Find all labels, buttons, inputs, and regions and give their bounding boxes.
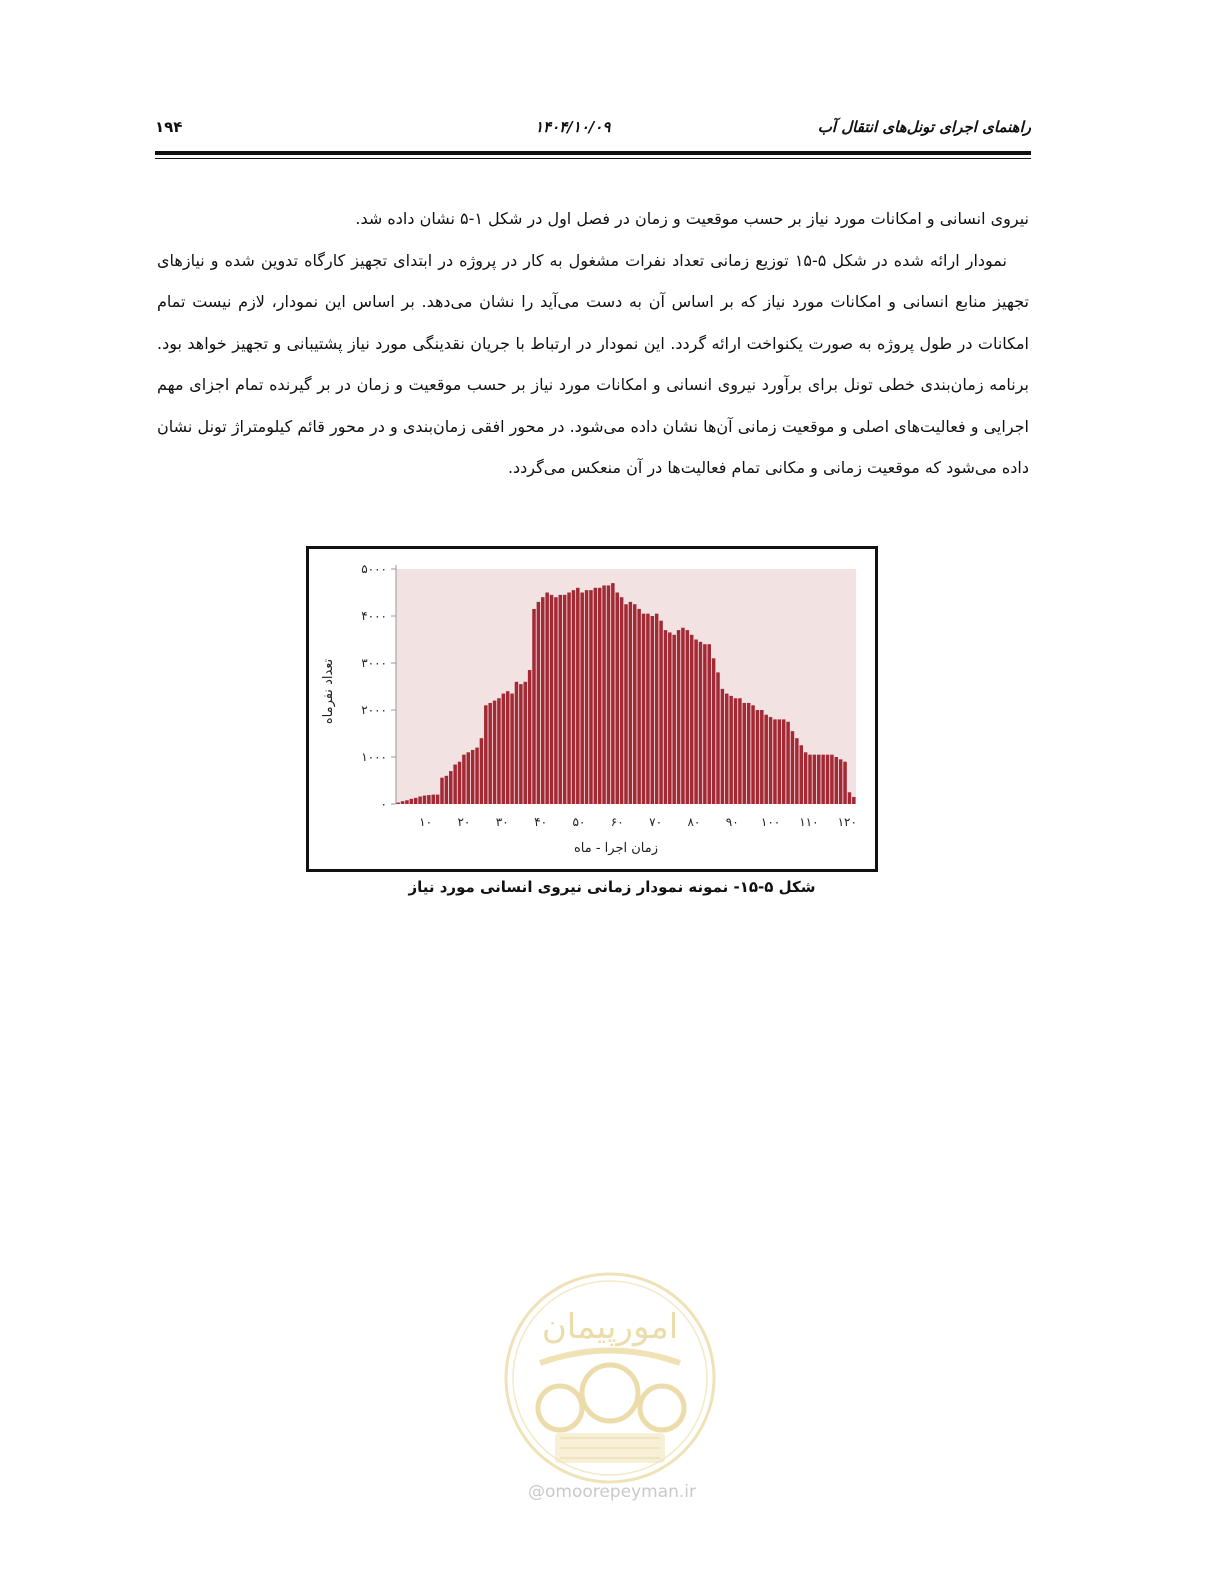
bar <box>537 602 541 804</box>
x-tick-label: ۴۰ <box>534 815 548 829</box>
bar <box>830 755 834 804</box>
bar <box>545 593 549 805</box>
bar <box>690 635 694 804</box>
bar <box>532 609 536 804</box>
bar <box>506 691 510 804</box>
bar <box>475 748 479 804</box>
header-rule-thin <box>155 158 1031 159</box>
bar <box>445 776 449 804</box>
bar <box>686 630 690 804</box>
x-tick-label: ۱۱۰ <box>799 815 819 829</box>
paragraph-1: نیروی انسانی و امکانات مورد نیاز بر حسب موقعیت و زمان در فصل اول در شکل ۱-۵ نشان داده شد. <box>355 209 1029 228</box>
bar <box>729 696 733 804</box>
bar <box>594 588 598 804</box>
x-tick-label: ۱۲۰ <box>837 815 857 829</box>
bar <box>414 798 418 804</box>
bar <box>484 705 488 804</box>
bar <box>703 644 707 804</box>
bar <box>598 588 602 804</box>
bar <box>843 762 847 804</box>
bar <box>497 698 501 804</box>
logo-script: امورپیمان <box>541 1307 679 1347</box>
bar <box>642 614 646 804</box>
x-axis-label: زمان اجرا - ماه <box>573 841 659 856</box>
bar <box>721 689 725 804</box>
bar <box>734 698 738 804</box>
bar <box>458 762 462 804</box>
bar <box>760 710 764 804</box>
bar <box>576 588 580 804</box>
paragraph-2: نمودار ارائه شده در شکل ۵-۱۵ توزیع زمانی تعداد نفرات مشغول به کار در پروژه در ابتدای تجهیز کارگاه تدوین شده و نیازهای تجهیز منابع انسانی و امکانات مورد نیاز که بر اساس آن به دست می‌آید را نشان می‌دهد. بر اساس این نمودار، لازم نیست تمام امکانات در طول پروژه به صورت یکنواخت ارائه گردد. این نمودار در ارتباط با جریان نقدینگی مورد نیاز پشتیبانی و تجهیز خواهد بود. برنامه زمان‌بندی خطی تونل برای برآورد نیروی انسانی و امکانات مورد نیاز بر حسب موقعیت و زمان در بر گیرنده تمام اجزای مهم اجرایی و فعالیت‌های اصلی و موقعیت زمانی آن‌ها نشان داده می‌شود. در محور افقی زمان‌بندی و در محور قائم کیلومتراژ تونل نشان داده می‌شود که موقعیت زمانی و مکانی تمام فعالیت‌ها در آن منعکس می‌گردد. <box>157 250 1029 477</box>
bar <box>756 710 760 804</box>
bar <box>580 593 584 805</box>
bar <box>523 682 527 804</box>
bar <box>778 719 782 804</box>
bar <box>554 597 558 804</box>
bar <box>672 635 676 804</box>
bar <box>677 630 681 804</box>
bar <box>515 682 519 804</box>
bar <box>563 595 567 804</box>
bar <box>449 771 453 804</box>
bar <box>813 755 817 804</box>
bar <box>615 593 619 805</box>
bar <box>769 717 773 804</box>
bar <box>405 800 409 804</box>
bar <box>707 644 711 804</box>
y-tick-label: ۳۰۰۰ <box>361 656 387 670</box>
bar <box>410 799 414 804</box>
page-header <box>155 118 1031 146</box>
bar <box>651 616 655 804</box>
figure-manpower-chart <box>306 546 878 872</box>
bar <box>629 602 633 804</box>
bar <box>453 765 457 804</box>
y-tick-label: ۵۰۰۰ <box>361 562 387 576</box>
bar <box>694 640 698 805</box>
bar <box>493 701 497 804</box>
bar <box>681 628 685 804</box>
bar <box>502 694 506 804</box>
x-tick-label: ۲۰ <box>457 815 471 829</box>
bar <box>773 719 777 804</box>
manpower-chart <box>309 549 875 869</box>
bar <box>839 759 843 804</box>
bar <box>427 795 431 804</box>
bar <box>423 796 427 804</box>
watermark-logo <box>500 1268 720 1488</box>
page-number: ۱۹۴ <box>155 118 183 136</box>
bar <box>436 795 440 804</box>
bar <box>572 590 576 804</box>
bar <box>467 752 471 804</box>
bar <box>852 797 856 804</box>
bar <box>725 694 729 804</box>
bar <box>396 803 400 804</box>
bar <box>488 703 492 804</box>
running-title: راهنمای اجرای تونل‌های انتقال آب <box>817 118 1031 136</box>
bar <box>808 755 812 804</box>
bar <box>519 684 523 804</box>
y-tick-label: ۲۰۰۰ <box>361 703 387 717</box>
bar <box>826 755 830 804</box>
bar <box>817 755 821 804</box>
x-tick-label: ۱۰۰ <box>760 815 781 829</box>
bar <box>440 778 444 804</box>
x-tick-label: ۶۰ <box>610 815 624 829</box>
bar <box>624 604 628 804</box>
bar <box>602 585 606 804</box>
bar <box>418 796 422 804</box>
bar <box>751 705 755 804</box>
bar <box>646 614 650 804</box>
bar <box>804 752 808 804</box>
x-tick-label: ۳۰ <box>495 815 509 829</box>
bar <box>668 632 672 804</box>
bar <box>633 604 637 804</box>
bar <box>559 595 563 804</box>
y-tick-label: ۴۰۰۰ <box>361 609 387 623</box>
bar <box>471 750 475 804</box>
bar <box>637 609 641 804</box>
bar <box>550 595 554 804</box>
bar <box>431 795 435 804</box>
y-tick-label: ۰ <box>380 797 387 811</box>
bar <box>699 642 703 804</box>
bar <box>835 757 839 804</box>
x-tick-label: ۵۰ <box>572 815 586 829</box>
bar <box>401 801 405 804</box>
bar <box>799 745 803 804</box>
y-axis-label: تعداد نفرماه <box>321 658 336 725</box>
bar <box>567 593 571 805</box>
bar <box>620 597 624 804</box>
watermark-url: @omoorepeyman.ir <box>527 1482 697 1502</box>
x-tick-label: ۸۰ <box>687 815 701 829</box>
y-tick-label: ۱۰۰۰ <box>361 750 387 764</box>
bar <box>659 621 663 804</box>
bar <box>848 792 852 804</box>
x-tick-label: ۹۰ <box>725 815 739 829</box>
bar <box>716 672 720 804</box>
bar <box>462 755 466 804</box>
bar <box>585 590 589 804</box>
bar <box>541 597 545 804</box>
bar <box>743 703 747 804</box>
bar <box>782 719 786 804</box>
body-text <box>157 198 1029 489</box>
bar <box>607 585 611 804</box>
bar <box>786 722 790 804</box>
bar <box>712 658 716 804</box>
bar <box>821 755 825 804</box>
bar <box>664 630 668 804</box>
bar <box>791 731 795 804</box>
bar <box>795 738 799 804</box>
figure-caption: شکل ۵-۱۵- نمونه نمودار زمانی نیروی انسانی مورد نیاز <box>408 878 816 896</box>
bar <box>611 583 615 804</box>
x-tick-label: ۱۰ <box>419 815 433 829</box>
bar <box>528 670 532 804</box>
bar <box>655 614 659 804</box>
header-date: ۱۴۰۴/۱۰/۰۹ <box>535 118 611 136</box>
bar <box>589 590 593 804</box>
header-rule-thick <box>155 151 1031 155</box>
bar <box>738 698 742 804</box>
bar <box>480 738 484 804</box>
x-tick-label: ۷۰ <box>649 815 663 829</box>
bar <box>764 715 768 804</box>
bar <box>510 694 513 804</box>
bar <box>747 703 751 804</box>
